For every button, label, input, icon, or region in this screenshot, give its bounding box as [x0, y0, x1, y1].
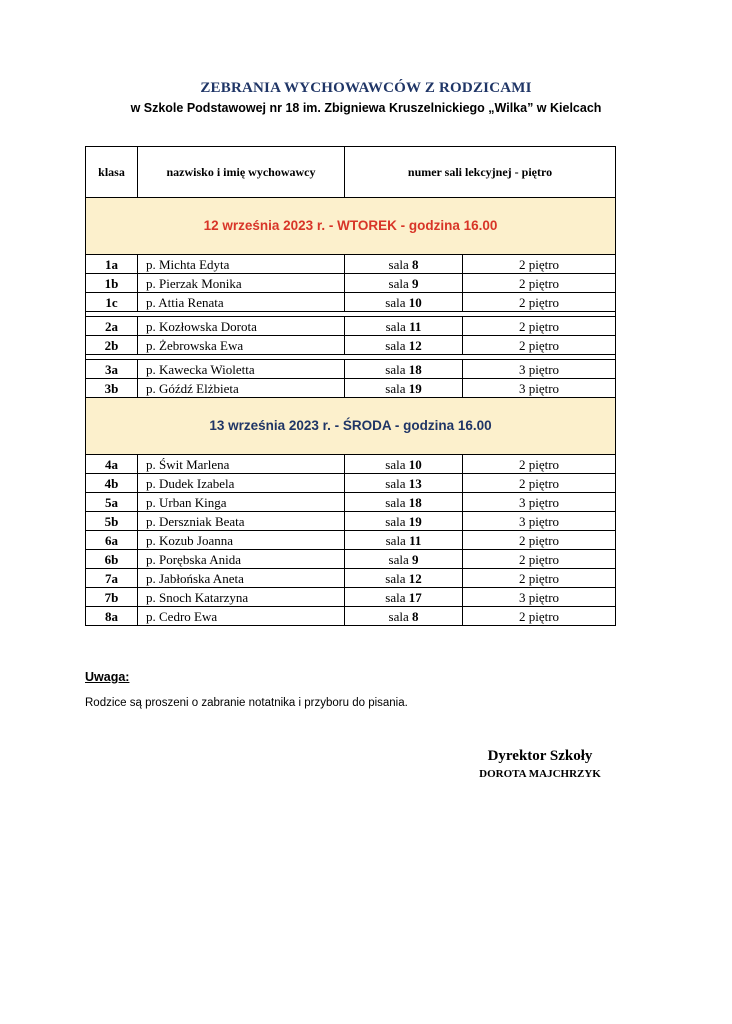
sala-label: sala	[385, 532, 410, 548]
sala-label: sala	[388, 551, 412, 567]
sala-number: 11	[409, 532, 422, 548]
row-teacher-name: p. Dudek Izabela	[138, 474, 345, 493]
sala-number: 8	[411, 256, 419, 272]
row-sala	[345, 455, 463, 474]
table-row	[86, 607, 616, 626]
table-row	[86, 255, 616, 274]
sala-label: sala	[385, 475, 409, 491]
row-teacher-name: p. Cedro Ewa	[138, 607, 345, 626]
row-teacher-name: p. Urban Kinga	[138, 493, 345, 512]
row-klasa: 8a	[86, 607, 138, 626]
row-sala	[345, 293, 463, 312]
sala-label: sala	[385, 570, 409, 586]
table-row	[86, 274, 616, 293]
table-row	[86, 569, 616, 588]
sala-label: sala	[385, 589, 409, 605]
row-klasa: 3b	[86, 379, 138, 398]
row-sala	[345, 550, 463, 569]
sala-number: 10	[408, 456, 422, 472]
sala-number: 13	[408, 475, 422, 491]
row-klasa: 2a	[86, 317, 138, 336]
sala-number: 17	[408, 589, 422, 605]
row-pietro: 2 piętro	[463, 274, 616, 293]
row-klasa: 1b	[86, 274, 138, 293]
row-klasa: 1a	[86, 255, 138, 274]
sala-label: sala	[385, 513, 409, 529]
row-sala	[345, 493, 463, 512]
sala-label: sala	[385, 380, 409, 396]
sala-label: sala	[385, 318, 410, 334]
row-pietro: 2 piętro	[463, 474, 616, 493]
sala-number: 9	[411, 275, 419, 291]
sala-number: 9	[411, 551, 419, 567]
sala-label: sala	[388, 256, 412, 272]
table-header-row	[86, 147, 616, 198]
row-pietro: 3 piętro	[463, 360, 616, 379]
row-teacher-name: p. Kozub Joanna	[138, 531, 345, 550]
section-heading-row	[86, 398, 616, 455]
row-pietro: 3 piętro	[463, 512, 616, 531]
table-row	[86, 293, 616, 312]
table-row	[86, 317, 616, 336]
row-teacher-name: p. Kawecka Wioletta	[138, 360, 345, 379]
sala-number: 19	[408, 380, 422, 396]
row-pietro: 2 piętro	[463, 293, 616, 312]
row-sala	[345, 255, 463, 274]
row-teacher-name: p. Kozłowska Dorota	[138, 317, 345, 336]
row-klasa: 6a	[86, 531, 138, 550]
sala-number: 19	[408, 513, 422, 529]
row-klasa: 1c	[86, 293, 138, 312]
table-row	[86, 336, 616, 355]
row-sala	[345, 360, 463, 379]
table-row	[86, 531, 616, 550]
row-pietro: 2 piętro	[463, 550, 616, 569]
row-pietro: 2 piętro	[463, 569, 616, 588]
row-teacher-name: p. Michta Edyta	[138, 255, 345, 274]
row-klasa: 4b	[86, 474, 138, 493]
sala-number: 18	[408, 494, 422, 510]
sala-label: sala	[388, 608, 412, 624]
row-klasa: 6b	[86, 550, 138, 569]
table-row	[86, 455, 616, 474]
sala-number: 18	[408, 361, 422, 377]
row-sala	[345, 588, 463, 607]
row-pietro: 3 piętro	[463, 379, 616, 398]
row-teacher-name: p. Jabłońska Aneta	[138, 569, 345, 588]
table-row	[86, 379, 616, 398]
sala-number: 8	[411, 608, 419, 624]
sala-number: 10	[408, 294, 422, 310]
page-subtitle: w Szkole Podstawowej nr 18 im. Zbigniewa Kruszelnickiego „Wilka” w Kielcach	[130, 101, 602, 115]
section-heading-row	[86, 198, 616, 255]
section-heading-tuesday: 12 września 2023 r. - WTOREK - godzina 16.00	[203, 218, 498, 234]
row-pietro: 2 piętro	[463, 255, 616, 274]
section-heading-wednesday: 13 września 2023 r. - ŚRODA - godzina 16.00	[209, 418, 492, 434]
row-teacher-name: p. Attia Renata	[138, 293, 345, 312]
row-sala	[345, 274, 463, 293]
row-klasa: 5b	[86, 512, 138, 531]
row-pietro: 2 piętro	[463, 531, 616, 550]
table-row	[86, 512, 616, 531]
row-pietro: 3 piętro	[463, 493, 616, 512]
row-teacher-name: p. Pierzak Monika	[138, 274, 345, 293]
row-sala	[345, 474, 463, 493]
row-klasa: 7b	[86, 588, 138, 607]
row-klasa: 5a	[86, 493, 138, 512]
signature-role: Dyrektor Szkoły	[487, 748, 593, 764]
row-klasa: 2b	[86, 336, 138, 355]
header-klasa: klasa	[86, 147, 138, 198]
row-pietro: 2 piętro	[463, 336, 616, 355]
sala-label: sala	[385, 361, 409, 377]
meetings-table	[85, 146, 616, 626]
row-teacher-name: p. Derszniak Beata	[138, 512, 345, 531]
row-sala	[345, 607, 463, 626]
sala-number: 12	[408, 337, 422, 353]
row-teacher-name: p. Żebrowska Ewa	[138, 336, 345, 355]
sala-label: sala	[385, 294, 409, 310]
table-row	[86, 588, 616, 607]
header-numer-sali: numer sali lekcyjnej - piętro	[345, 147, 616, 198]
row-pietro: 2 piętro	[463, 607, 616, 626]
row-pietro: 2 piętro	[463, 455, 616, 474]
sala-label: sala	[388, 275, 412, 291]
row-sala	[345, 512, 463, 531]
table-row	[86, 550, 616, 569]
row-sala	[345, 569, 463, 588]
sala-number: 11	[409, 318, 422, 334]
row-pietro: 2 piętro	[463, 317, 616, 336]
table-row	[86, 360, 616, 379]
sala-number: 12	[408, 570, 422, 586]
note-text: Rodzice są proszeni o zabranie notatnika i przyboru do pisania.	[85, 697, 408, 709]
row-sala	[345, 531, 463, 550]
sala-label: sala	[385, 456, 409, 472]
row-teacher-name: p. Snoch Katarzyna	[138, 588, 345, 607]
table-row	[86, 474, 616, 493]
row-sala	[345, 336, 463, 355]
sala-label: sala	[385, 337, 409, 353]
row-klasa: 7a	[86, 569, 138, 588]
row-teacher-name: p. Świt Marlena	[138, 455, 345, 474]
page-title: ZEBRANIA WYCHOWAWCÓW Z RODZICAMI	[200, 80, 532, 96]
table-row	[86, 493, 616, 512]
sala-label: sala	[385, 494, 409, 510]
note-heading: Uwaga:	[85, 670, 130, 684]
signature-name: DOROTA MAJCHRZYK	[479, 768, 601, 780]
row-sala	[345, 317, 463, 336]
header-nazwisko: nazwisko i imię wychowawcy	[138, 147, 345, 198]
row-sala	[345, 379, 463, 398]
row-pietro: 3 piętro	[463, 588, 616, 607]
row-teacher-name: p. Góźdź Elżbieta	[138, 379, 345, 398]
row-klasa: 4a	[86, 455, 138, 474]
row-klasa: 3a	[86, 360, 138, 379]
row-teacher-name: p. Porębska Anida	[138, 550, 345, 569]
